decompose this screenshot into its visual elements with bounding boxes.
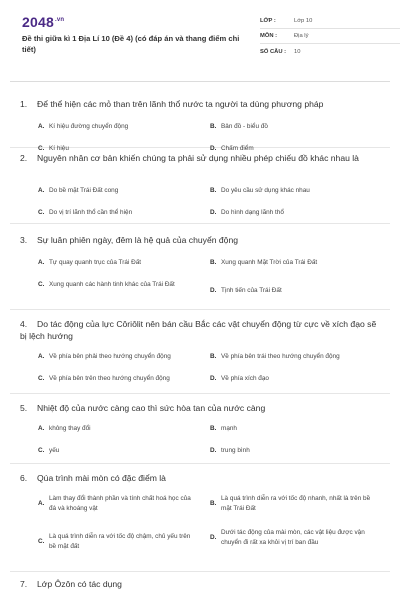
option-c[interactable]	[38, 374, 209, 384]
meta-key: SỐ CÂU :	[260, 48, 287, 55]
question-2	[10, 152, 390, 224]
question-text	[20, 234, 380, 246]
option-text: Xung quanh các hành tinh khác của Trái Đất	[49, 281, 175, 288]
option-letter: D.	[210, 145, 217, 152]
option-a[interactable]	[38, 122, 209, 132]
option-letter: D.	[210, 287, 217, 294]
option-text: Bản đồ - biểu đồ	[221, 123, 268, 130]
question-stem: Để thể hiện các mỏ than trên lãnh thổ nước ta người ta dùng phương pháp	[37, 99, 324, 109]
option-letter: A.	[38, 425, 45, 432]
exam-title: Đề thi giữa kì 1 Địa Lí 10 (Đề 4) (có đáp án và thang điểm chi tiết)	[22, 34, 240, 54]
question-stem: Nhiệt độ của nước càng cao thì sức hòa tan của nước càng	[37, 403, 266, 413]
option-b[interactable]	[210, 258, 381, 268]
option-text: mạnh	[221, 425, 237, 432]
question-number: 4.	[20, 319, 28, 329]
option-b[interactable]	[210, 352, 381, 362]
option-c[interactable]	[38, 208, 209, 218]
option-text: Kí hiệu	[49, 145, 69, 152]
option-c[interactable]	[38, 280, 199, 290]
option-text: Là quá trình diễn ra với tốc độ chậm, chủ yếu trên bề mặt đất	[49, 533, 191, 550]
question-1	[10, 98, 390, 152]
meta-row-class	[260, 14, 400, 29]
option-letter: D.	[210, 375, 217, 382]
option-text: Là quá trình diễn ra với tốc độ nhanh, nhất là trên bề mặt Trái Đất	[221, 495, 371, 512]
option-letter: B.	[210, 123, 217, 130]
option-letter: C.	[38, 375, 45, 382]
option-letter: A.	[38, 123, 45, 130]
option-b[interactable]	[210, 424, 381, 434]
option-d[interactable]	[210, 446, 381, 456]
option-text: Về phía xích đạo	[221, 375, 269, 382]
header	[10, 0, 390, 82]
option-text: Do bề mặt Trái Đất cong	[49, 187, 119, 194]
option-text: Do vị trí lãnh thổ cần thể hiện	[49, 209, 133, 216]
question-4	[10, 318, 390, 394]
option-text: Về phía bên trên theo hướng chuyển động	[49, 375, 170, 382]
option-d[interactable]	[210, 528, 371, 548]
question-6	[10, 472, 390, 572]
question-text	[20, 402, 380, 414]
option-letter: C.	[38, 447, 45, 454]
question-stem: Qúa trình mài mòn có đặc điểm là	[37, 473, 166, 483]
option-letter: B.	[210, 259, 217, 266]
option-letter: D.	[210, 534, 217, 541]
question-number: 2.	[20, 153, 28, 163]
option-letter: D.	[210, 209, 217, 216]
option-letter: A.	[38, 500, 45, 507]
site-logo[interactable]	[22, 14, 64, 30]
option-letter: A.	[38, 187, 45, 194]
question-stem: Lớp Ôzôn có tác dụng	[37, 579, 122, 589]
option-letter: B.	[210, 187, 217, 194]
option-b[interactable]	[210, 186, 381, 196]
option-text: Về phía bên trái theo hướng chuyển động	[221, 353, 340, 360]
option-letter: B.	[210, 425, 217, 432]
question-stem: Do tác động của lực Côriôlit nên bán cầu Bắc các vật chuyển động từ cực về xích đạo sẽ bị lệch hướng	[20, 319, 377, 341]
option-text: không thay đổi	[49, 425, 91, 432]
option-c[interactable]	[38, 446, 209, 456]
question-number: 5.	[20, 403, 28, 413]
option-letter: C.	[38, 538, 45, 545]
option-letter: D.	[210, 447, 217, 454]
question-number: 7.	[20, 579, 28, 589]
meta-key: MÔN :	[260, 33, 278, 39]
exam-meta	[260, 14, 400, 59]
question-text	[20, 318, 380, 342]
option-text: Do hình dạng lãnh thổ	[221, 209, 284, 216]
question-text	[20, 578, 380, 590]
option-d[interactable]	[210, 208, 381, 218]
option-text: Dưới tác động của mài mòn, các vật liệu được vận chuyển đi rất xa khỏi vị trí ban đầu	[221, 529, 365, 546]
option-a[interactable]	[38, 494, 199, 514]
option-letter: B.	[210, 500, 217, 507]
question-number: 3.	[20, 235, 28, 245]
option-b[interactable]	[210, 494, 371, 514]
option-a[interactable]	[38, 424, 209, 434]
question-number: 6.	[20, 473, 28, 483]
option-letter: B.	[210, 353, 217, 360]
question-number: 1.	[20, 99, 28, 109]
option-letter: A.	[38, 353, 45, 360]
question-stem: Sự luân phiên ngày, đêm là hệ quả của chuyển động	[37, 235, 239, 245]
option-a[interactable]	[38, 186, 209, 196]
option-text: Xung quanh Mặt Trời của Trái Đất	[221, 259, 318, 266]
option-text: Chấm điểm	[221, 145, 254, 152]
option-letter: C.	[38, 145, 45, 152]
meta-value: Địa lý	[294, 33, 309, 39]
question-text	[20, 152, 380, 164]
meta-row-subject	[260, 29, 400, 44]
option-letter: C.	[38, 209, 45, 216]
option-d[interactable]	[210, 374, 381, 384]
option-c[interactable]	[38, 532, 199, 552]
logo-text: 2048	[22, 14, 54, 30]
meta-value: Lớp 10	[294, 18, 313, 24]
question-5	[10, 402, 390, 464]
option-text: Làm thay đổi thành phần và tính chất hoá học của đá và khoáng vật	[49, 495, 191, 512]
meta-row-count	[260, 44, 400, 59]
option-letter: A.	[38, 259, 45, 266]
question-7	[10, 578, 390, 600]
option-a[interactable]	[38, 258, 209, 268]
option-text: Về phía bên phải theo hướng chuyển động	[49, 353, 171, 360]
option-b[interactable]	[210, 122, 381, 132]
question-stem: Nguyên nhân cơ bản khiến chúng ta phải sử dụng nhiều phép chiếu đồ khác nhau là	[37, 153, 359, 163]
meta-key: LỚP :	[260, 18, 276, 24]
option-text: yếu	[49, 447, 60, 454]
meta-value: 10	[294, 48, 301, 55]
option-text: Kí hiệu đường chuyển động	[49, 123, 129, 130]
logo-suffix: .vn	[54, 17, 65, 24]
question-3	[10, 234, 390, 310]
option-text: Tịnh tiến của Trái Đất	[221, 287, 282, 294]
question-text	[20, 98, 380, 110]
option-a[interactable]	[38, 352, 209, 362]
option-d[interactable]	[210, 286, 381, 296]
option-text: trung bình	[221, 447, 250, 454]
option-letter: C.	[38, 281, 45, 288]
question-text	[20, 472, 380, 484]
option-text: Do yêu cầu sử dụng khác nhau	[221, 187, 310, 194]
option-text: Tự quay quanh trục của Trái Đất	[49, 259, 142, 266]
